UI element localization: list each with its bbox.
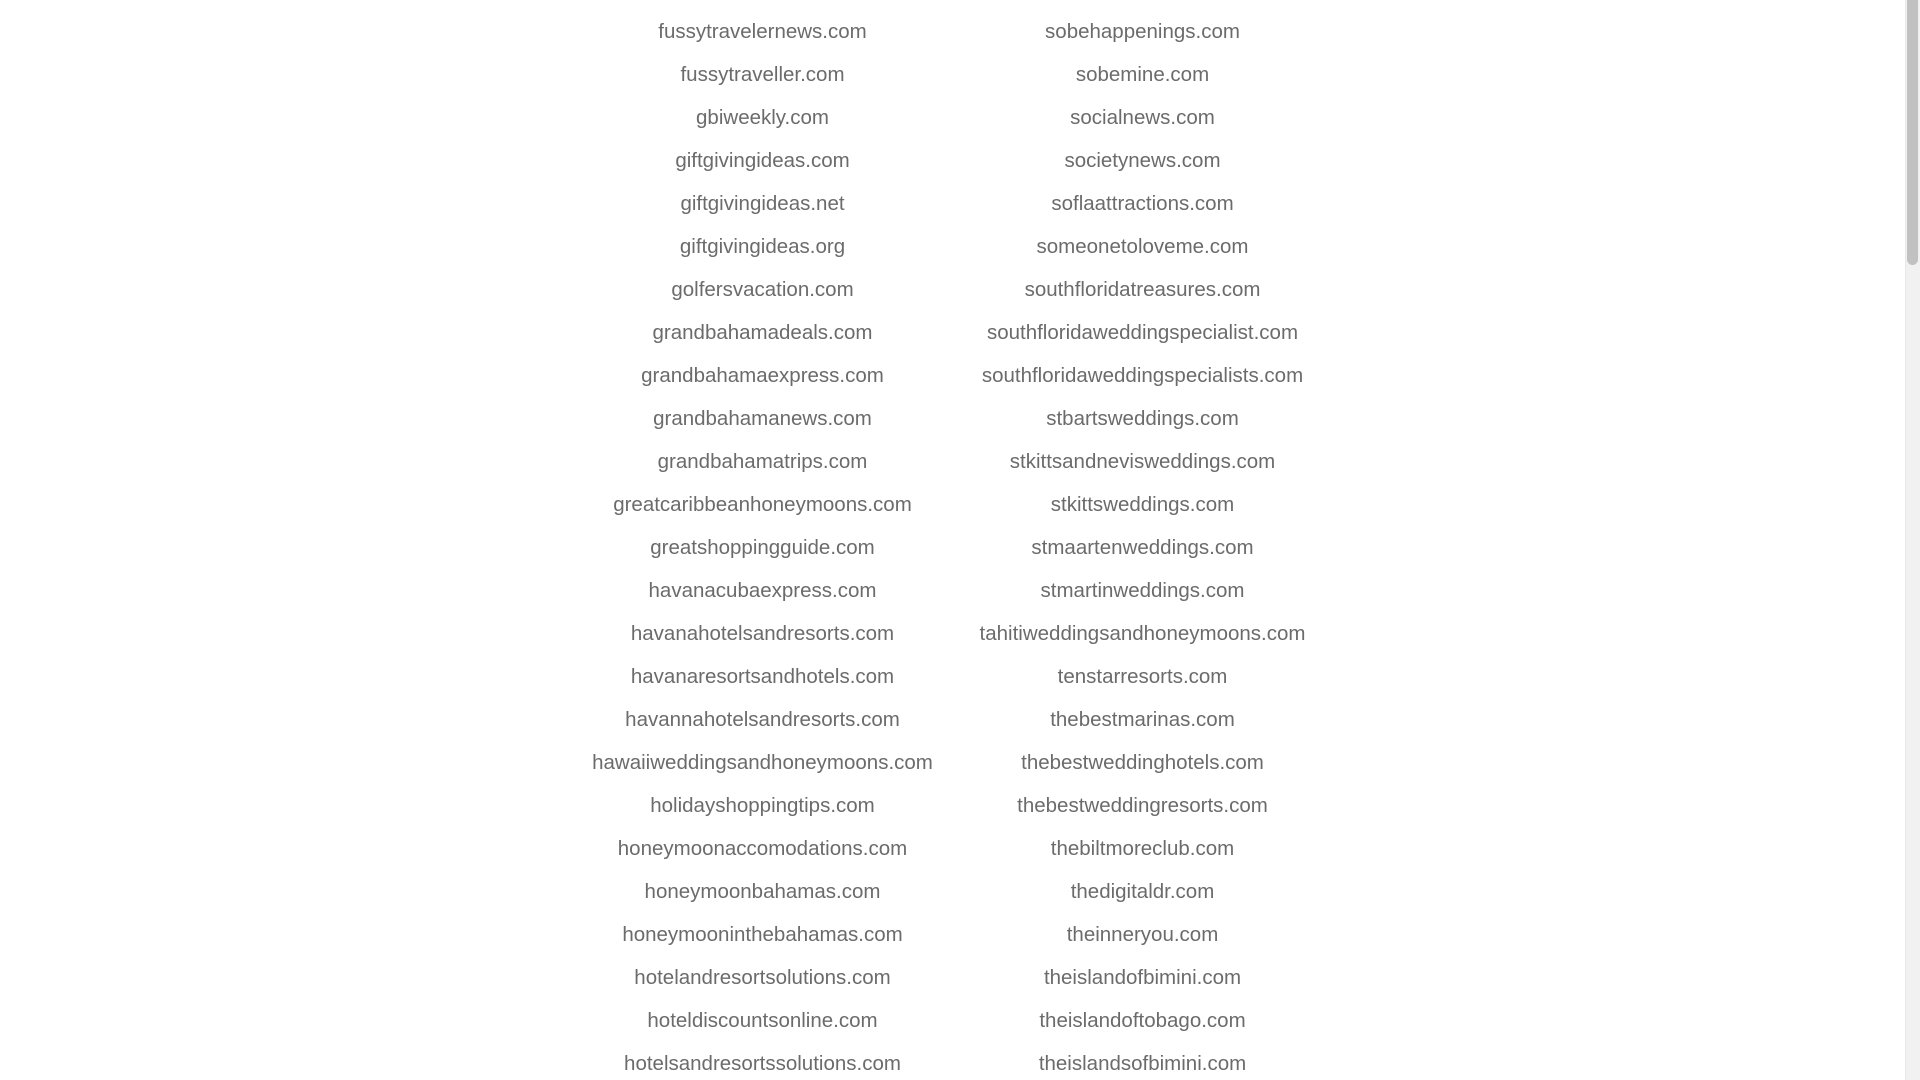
domain-link[interactable]: thebestweddingresorts.com	[1017, 794, 1268, 817]
domain-link[interactable]: societynews.com	[1064, 149, 1221, 172]
domain-column-left	[573, 10, 953, 1080]
domain-link[interactable]: stkittsweddings.com	[1050, 493, 1235, 516]
domain-link[interactable]: grandbahamatrips.com	[657, 450, 868, 473]
domain-link[interactable]: sobehappenings.com	[1045, 20, 1240, 43]
domain-link[interactable]: gbiweekly.com	[696, 106, 829, 129]
domain-link[interactable]: golfersvacation.com	[671, 278, 854, 301]
domain-link[interactable]: thebiltmoreclub.com	[1050, 837, 1235, 860]
domain-link[interactable]: thebestmarinas.com	[1050, 708, 1235, 731]
domain-link[interactable]: hotelsandresortssolutions.com	[624, 1052, 901, 1075]
domain-link[interactable]: havanaresortsandhotels.com	[630, 665, 895, 688]
domain-link[interactable]: greatcaribbeanhoneymoons.com	[613, 493, 912, 516]
domain-link[interactable]: hawaiiweddingsandhoneymoons.com	[592, 751, 933, 774]
domain-link[interactable]: grandbahamadeals.com	[652, 321, 873, 344]
domain-column-right	[953, 10, 1333, 1080]
domain-list	[0, 10, 1905, 1080]
domain-link[interactable]: southfloridaweddingspecialists.com	[981, 364, 1304, 387]
domain-link[interactable]: havanacubaexpress.com	[648, 579, 877, 602]
domain-link[interactable]: soflaattractions.com	[1051, 192, 1234, 215]
domain-link[interactable]: thedigitaldr.com	[1070, 880, 1215, 903]
domain-link[interactable]: thebestweddinghotels.com	[1021, 751, 1264, 774]
domain-link[interactable]: giftgivingideas.org	[679, 235, 846, 258]
domain-link[interactable]: theislandofbimini.com	[1043, 966, 1242, 989]
domain-link[interactable]: someonetoloveme.com	[1036, 235, 1249, 258]
domain-link[interactable]: greatshoppingguide.com	[650, 536, 875, 559]
domain-link[interactable]: stkittsandnevisweddings.com	[1009, 450, 1276, 473]
vertical-scrollbar[interactable]	[1905, 0, 1920, 1080]
domain-link[interactable]: stbartsweddings.com	[1046, 407, 1239, 430]
domain-link[interactable]: tahitiweddingsandhoneymoons.com	[979, 622, 1306, 645]
domain-link[interactable]: honeymoonbahamas.com	[644, 880, 881, 903]
domain-link[interactable]: fussytravelernews.com	[658, 20, 867, 43]
domain-link[interactable]: grandbahamaexpress.com	[641, 364, 884, 387]
domain-link[interactable]: stmartinweddings.com	[1040, 579, 1245, 602]
domain-link[interactable]: havanahotelsandresorts.com	[630, 622, 895, 645]
domain-link[interactable]: stmaartenweddings.com	[1031, 536, 1254, 559]
domain-link[interactable]: fussytraveller.com	[680, 63, 845, 86]
domain-link[interactable]: southfloridaweddingspecialist.com	[986, 321, 1299, 344]
domain-link[interactable]: giftgivingideas.net	[680, 192, 845, 215]
domain-link[interactable]: havannahotelsandresorts.com	[625, 708, 900, 731]
domain-link[interactable]: theislandoftobago.com	[1039, 1009, 1246, 1032]
domain-link[interactable]: honeymoonaccomodations.com	[617, 837, 908, 860]
domain-link[interactable]: socialnews.com	[1070, 106, 1215, 129]
domain-link[interactable]: tenstarresorts.com	[1057, 665, 1228, 688]
scrollbar-thumb[interactable]	[1907, 0, 1918, 265]
domain-link[interactable]: grandbahamanews.com	[653, 407, 872, 430]
domain-link[interactable]: hoteldiscountsonline.com	[647, 1009, 878, 1032]
domain-link[interactable]: theinneryou.com	[1066, 923, 1219, 946]
domain-link[interactable]: hotelandresortsolutions.com	[634, 966, 891, 989]
domain-link[interactable]: sobemine.com	[1075, 63, 1210, 86]
domain-link[interactable]: theislandsofbimini.com	[1038, 1052, 1247, 1075]
domain-link[interactable]: southfloridatreasures.com	[1024, 278, 1261, 301]
domain-link[interactable]: giftgivingideas.com	[675, 149, 850, 172]
domain-link[interactable]: holidayshoppingtips.com	[650, 794, 875, 817]
domain-link[interactable]: honeymooninthebahamas.com	[622, 923, 903, 946]
